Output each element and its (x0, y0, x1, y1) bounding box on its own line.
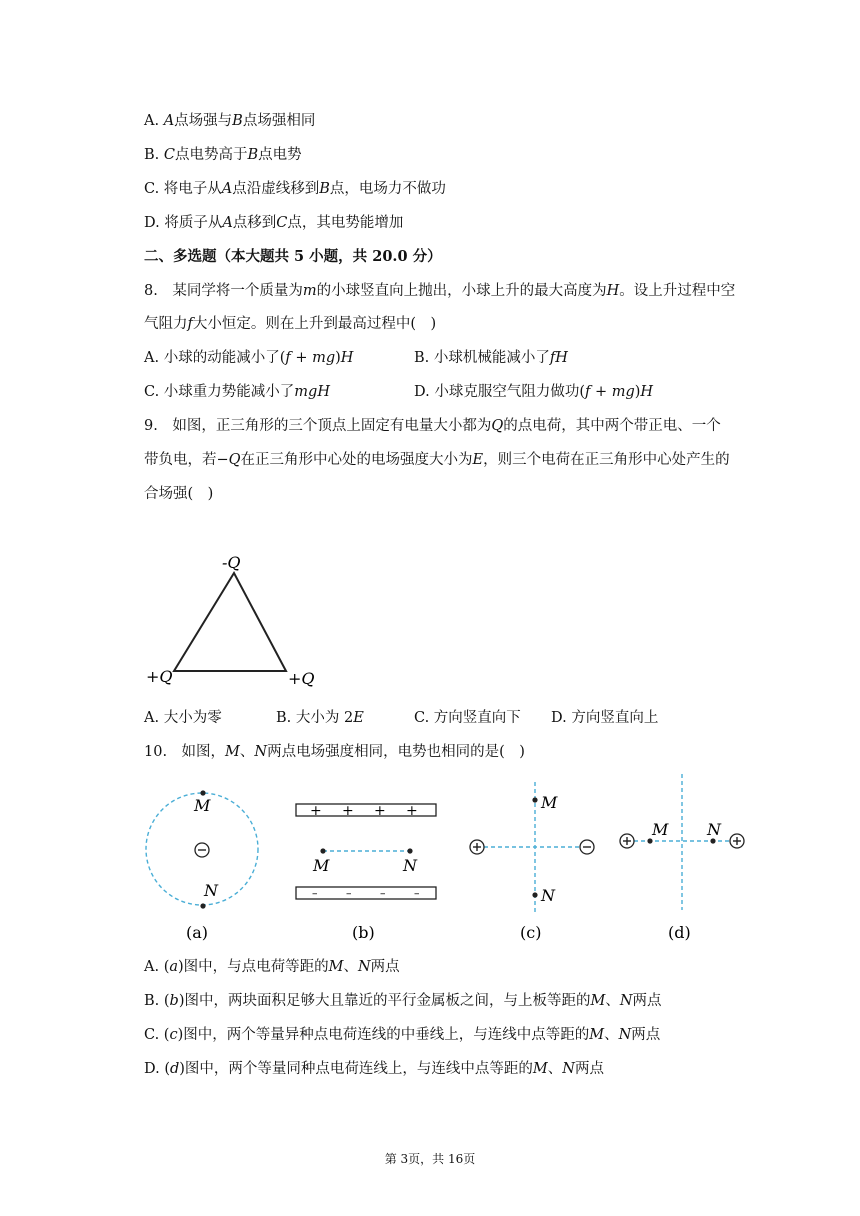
minus-sign: – (346, 887, 352, 900)
minus-sign: – (312, 887, 318, 900)
panel-b-label: (b) (352, 923, 375, 942)
charge-top-label: -Q (222, 553, 241, 572)
point-m-label: M (652, 820, 669, 839)
point-m-dot (320, 848, 325, 853)
point-n-dot (710, 838, 715, 843)
q9-option-b: B. 大小为 2𝐸 (276, 710, 364, 726)
panel-b (296, 803, 436, 942)
q10-stem: 10. 如图，𝑀、𝑁两点电场强度相同，电势也相同的是( ) (144, 744, 525, 760)
q7-option-b: B. 𝐶点电势高于𝐵点电势 (144, 147, 302, 163)
q9-option-d: D. 方向竖直向上 (551, 710, 659, 726)
q8-option-d: D. 小球克服空气阻力做功(𝑓 + 𝑚𝑔)𝐻 (414, 384, 654, 400)
plus-sign: + (342, 803, 354, 819)
point-n-dot (407, 848, 412, 853)
q10-option-c: C. (𝑐)图中，两个等量异种点电荷连线的中垂线上，与连线中点等距的𝑀、𝑁两点 (144, 1027, 661, 1043)
point-m-label: M (541, 793, 558, 812)
section-heading: 二、多选题（本大题共 5 小题，共 20.0 分） (144, 248, 442, 265)
q9-option-a: A. 大小为零 (144, 710, 222, 726)
point-m-label: M (313, 856, 330, 875)
q8-option-c: C. 小球重力势能减小了𝑚𝑔𝐻 (144, 384, 330, 400)
plus-sign: + (374, 803, 386, 819)
point-m-dot (532, 797, 537, 802)
q9-stem-line1: 9. 如图，正三角形的三个顶点上固定有电量大小都为𝑄的点电荷，其中两个带正电、一个 (144, 418, 721, 434)
triangle-figure (140, 545, 330, 690)
point-m-dot (647, 838, 652, 843)
point-m-label: M (194, 796, 211, 815)
minus-sign: – (414, 887, 420, 900)
point-n-label: N (403, 856, 417, 875)
q7-option-a: A. 𝐴点场强与𝐵点场强相同 (144, 113, 316, 129)
q8-option-a: A. 小球的动能减小了(𝑓 + 𝑚𝑔)𝐻 (144, 350, 354, 366)
q8-stem-line2: 气阻力𝑓大小恒定。则在上升到最高过程中( ) (144, 316, 437, 332)
panel-c (470, 782, 594, 942)
point-n-label: N (541, 886, 555, 905)
plus-sign: + (310, 803, 322, 819)
q7-option-d: D. 将质子从𝐴点移到𝐶点，其电势能增加 (144, 215, 404, 231)
q10-option-a: A. (𝑎)图中，与点电荷等距的𝑀、𝑁两点 (144, 959, 400, 975)
charge-right-label: +Q (288, 669, 315, 688)
point-m-dot (200, 790, 205, 795)
minus-sign: – (380, 887, 386, 900)
triangle-shape (174, 573, 286, 671)
point-n-dot (532, 892, 537, 897)
panel-d (620, 774, 744, 942)
point-n-label: N (707, 820, 721, 839)
page-footer: 第 3页，共 16页 (384, 1152, 476, 1166)
panel-c-label: (c) (520, 923, 542, 942)
panel-a (146, 790, 258, 942)
q9-stem-line2: 带负电，若−𝑄在正三角形中心处的电场强度大小为𝐸，则三个电荷在正三角形中心处产生的 (144, 452, 730, 468)
q9-stem-line3: 合场强( ) (144, 486, 214, 502)
charge-left-label: +Q (146, 667, 173, 686)
point-n-label: N (204, 881, 218, 900)
q9-option-c: C. 方向竖直向下 (414, 710, 521, 726)
q10-option-d: D. (𝑑)图中，两个等量同种点电荷连线上，与连线中点等距的𝑀、𝑁两点 (144, 1061, 604, 1077)
q8-stem-line1: 8. 某同学将一个质量为𝑚的小球竖直向上抛出，小球上升的最大高度为𝐻。设上升过程中空 (144, 283, 736, 299)
panel-d-label: (d) (668, 923, 691, 942)
q7-option-c: C. 将电子从𝐴点沿虚线移到𝐵点，电场力不做功 (144, 181, 446, 197)
point-n-dot (200, 903, 205, 908)
plus-sign: + (406, 803, 418, 819)
q8-option-b: B. 小球机械能减小了𝑓𝐻 (414, 350, 568, 366)
field-figures (0, 770, 860, 950)
panel-a-label: (a) (186, 923, 209, 942)
q10-option-b: B. (𝑏)图中，两块面积足够大且靠近的平行金属板之间，与上板等距的𝑀、𝑁两点 (144, 993, 662, 1009)
